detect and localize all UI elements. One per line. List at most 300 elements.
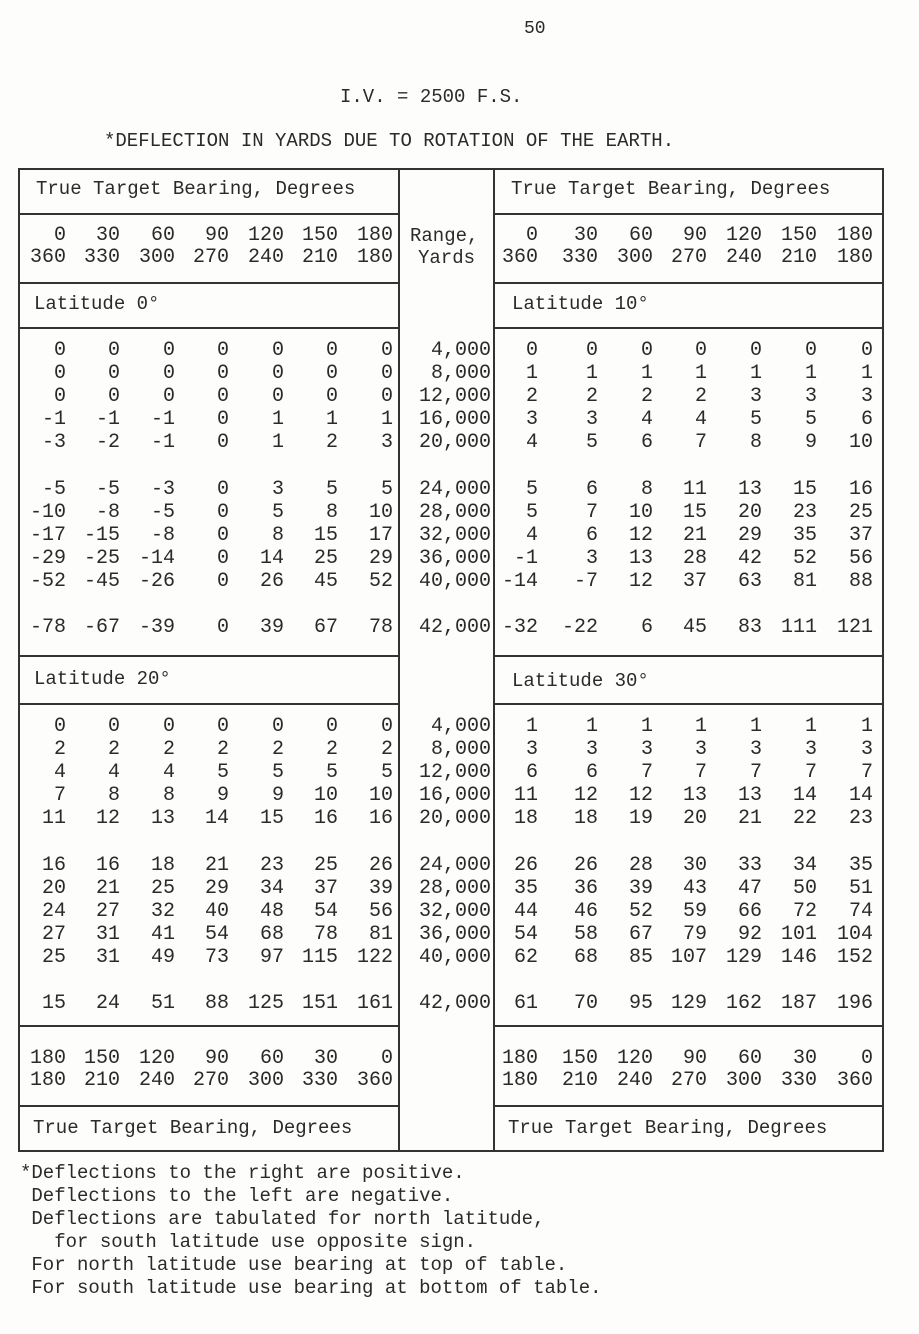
deflection-cell: 3 [749,385,762,408]
deflection-cell: 121 [836,616,873,639]
deflection-cell: 97 [259,946,284,969]
bottom-bearing: 330 [301,1069,338,1092]
deflection-cell: 3 [585,547,598,570]
deflection-cell: 52 [628,900,653,923]
deflection-cell: 0 [216,570,229,593]
bottom-bearing: 360 [356,1069,393,1092]
deflection-cell: 10 [368,784,393,807]
deflection-cell: 0 [804,339,817,362]
bottom-bearing: 210 [83,1069,120,1092]
top-bearing: 0 [53,224,66,247]
deflection-cell: -3 [150,478,175,501]
deflection-cell: 45 [682,616,707,639]
deflection-cell: 187 [780,992,817,1015]
latitude-label: Latitude 10° [512,293,649,315]
deflection-cell: 85 [628,946,653,969]
deflection-cell: 8 [162,784,175,807]
deflection-cell: 33 [737,854,762,877]
deflection-cell: 1 [325,408,338,431]
deflection-cell: 35 [848,854,873,877]
deflection-cell: 5 [585,431,598,454]
deflection-cell: -14 [138,547,175,570]
deflection-cell: 196 [836,992,873,1015]
deflection-cell: 0 [53,339,66,362]
deflection-cell: 28 [682,547,707,570]
deflection-cell: 0 [325,715,338,738]
deflection-cell: 28 [628,854,653,877]
deflection-cell: 0 [271,715,284,738]
deflection-cell: 73 [204,946,229,969]
deflection-cell: 31 [95,946,120,969]
top-bearing: 210 [780,246,817,269]
deflection-cell: 3 [271,478,284,501]
deflection-cell: 12 [573,784,598,807]
deflection-cell: 0 [216,616,229,639]
deflection-cell: 0 [53,715,66,738]
deflection-cell: -17 [29,524,66,547]
deflection-cell: 0 [162,385,175,408]
bearing-header: True Target Bearing, Degrees [511,178,831,200]
bearing-header: True Target Bearing, Degrees [36,178,356,200]
deflection-cell: 3 [380,431,393,454]
deflection-cell: 0 [525,339,538,362]
deflection-cell: 5 [325,761,338,784]
range-cell: 40,000 [418,570,491,593]
deflection-cell: 14 [204,807,229,830]
table-rule [493,282,882,284]
deflection-cell: 6 [640,431,653,454]
deflection-cell: 79 [682,923,707,946]
page-number: 50 [524,19,546,39]
deflection-cell: -5 [41,478,66,501]
deflection-cell: 58 [573,923,598,946]
range-cell: 4,000 [430,715,491,738]
deflection-cell: -26 [138,570,175,593]
deflection-cell: 122 [356,946,393,969]
deflection-cell: 21 [682,524,707,547]
bottom-bearing: 180 [29,1069,66,1092]
top-bearing: 0 [525,224,538,247]
deflection-cell: 10 [368,501,393,524]
top-bearing: 180 [356,224,393,247]
top-bearing: 120 [247,224,284,247]
range-cell: 36,000 [418,547,491,570]
top-bearing: 30 [573,224,598,247]
bottom-bearing: 360 [836,1069,873,1092]
deflection-cell: 15 [259,807,284,830]
bottom-bearing: 240 [138,1069,175,1092]
deflection-cell: -1 [41,408,66,431]
deflection-cell: 125 [247,992,284,1015]
deflection-cell: 21 [95,877,120,900]
deflection-cell: 56 [848,547,873,570]
deflection-cell: 1 [860,362,873,385]
bottom-bearing: 270 [670,1069,707,1092]
deflection-cell: 81 [368,923,393,946]
deflection-cell: 36 [573,877,598,900]
deflection-cell: 0 [216,547,229,570]
deflection-cell: 12 [95,807,120,830]
deflection-cell: 0 [216,431,229,454]
bottom-bearing: 270 [192,1069,229,1092]
deflection-cell: 7 [804,761,817,784]
deflection-cell: 67 [313,616,338,639]
deflection-cell: 35 [513,877,538,900]
deflection-cell: 45 [313,570,338,593]
range-cell: 24,000 [418,854,491,877]
deflection-cell: 7 [585,501,598,524]
deflection-cell: 67 [628,923,653,946]
deflection-cell: 0 [216,362,229,385]
deflection-cell: 25 [313,547,338,570]
deflection-cell: 59 [682,900,707,923]
deflection-cell: 19 [628,807,653,830]
deflection-cell: 39 [368,877,393,900]
deflection-cell: 66 [737,900,762,923]
deflection-cell: 15 [313,524,338,547]
deflection-cell: 10 [628,501,653,524]
deflection-cell: 24 [41,900,66,923]
deflection-cell: 6 [525,761,538,784]
table-rule [493,1105,882,1107]
table-rule [18,703,398,705]
deflection-cell: 15 [41,992,66,1015]
top-bearing: 60 [150,224,175,247]
bottom-bearing: 150 [561,1047,598,1070]
deflection-cell: 7 [640,761,653,784]
deflection-cell: 13 [737,478,762,501]
deflection-cell: 0 [216,339,229,362]
deflection-cell: 0 [860,339,873,362]
deflection-cell: 54 [204,923,229,946]
deflection-cell: 34 [792,854,817,877]
deflection-cell: 13 [150,807,175,830]
deflection-cell: -78 [29,616,66,639]
deflection-cell: -52 [29,570,66,593]
bottom-bearing: 150 [83,1047,120,1070]
deflection-cell: 29 [368,547,393,570]
deflection-cell: 3 [585,738,598,761]
deflection-cell: 111 [780,616,817,639]
deflection-cell: 2 [640,385,653,408]
range-cell: 24,000 [418,478,491,501]
deflection-cell: -45 [83,570,120,593]
table-rule [18,1025,398,1027]
deflection-cell: 7 [860,761,873,784]
deflection-cell: 0 [216,524,229,547]
deflection-cell: 3 [525,738,538,761]
deflection-cell: 2 [53,738,66,761]
deflection-cell: 152 [836,946,873,969]
top-bearing: 30 [95,224,120,247]
deflection-cell: 47 [737,877,762,900]
bearing-footer: True Target Bearing, Degrees [508,1117,828,1139]
deflection-cell: 5 [271,501,284,524]
top-bearing: 270 [192,246,229,269]
bottom-bearing: 300 [725,1069,762,1092]
deflection-cell: 3 [860,738,873,761]
deflection-cell: 0 [216,715,229,738]
deflection-cell: 51 [848,877,873,900]
top-bearing: 360 [501,246,538,269]
top-bearing: 180 [356,246,393,269]
deflection-cell: 23 [792,501,817,524]
deflection-cell: 6 [585,761,598,784]
footnote-line: For south latitude use bearing at bottom of table. [20,1277,602,1299]
deflection-cell: 39 [628,877,653,900]
deflection-cell: 4 [53,761,66,784]
deflection-cell: 72 [792,900,817,923]
deflection-cell: 78 [313,923,338,946]
top-bearing: 60 [628,224,653,247]
bottom-bearing: 30 [313,1047,338,1070]
deflection-cell: 0 [107,339,120,362]
deflection-cell: 2 [325,431,338,454]
deflection-cell: 18 [513,807,538,830]
deflection-cell: 30 [682,854,707,877]
top-bearing: 300 [138,246,175,269]
bottom-bearing: 120 [616,1047,653,1070]
bottom-bearing: 210 [561,1069,598,1092]
deflection-cell: 4 [694,408,707,431]
deflection-cell: 27 [41,923,66,946]
deflection-cell: 0 [162,362,175,385]
deflection-cell: 68 [573,946,598,969]
range-cell: 20,000 [418,431,491,454]
deflection-cell: 63 [737,570,762,593]
deflection-cell: 0 [271,339,284,362]
deflection-cell: 0 [107,385,120,408]
deflection-cell: 14 [792,784,817,807]
range-cell: 32,000 [418,900,491,923]
table-rule [493,327,882,329]
deflection-cell: 16 [313,807,338,830]
deflection-cell: 1 [585,715,598,738]
deflection-cell: 162 [725,992,762,1015]
deflection-cell: 7 [694,431,707,454]
bottom-bearing: 120 [138,1047,175,1070]
deflection-cell: 13 [628,547,653,570]
deflection-cell: 129 [670,992,707,1015]
deflection-cell: 5 [325,478,338,501]
deflection-cell: -1 [513,547,538,570]
deflection-cell: 26 [259,570,284,593]
deflection-cell: 0 [380,339,393,362]
deflection-cell: 12 [628,784,653,807]
deflection-cell: 50 [792,877,817,900]
deflection-cell: 1 [525,362,538,385]
range-cell: 8,000 [430,738,491,761]
range-cell: 28,000 [418,501,491,524]
deflection-cell: 6 [585,524,598,547]
table-rule [493,703,882,705]
deflection-cell: -67 [83,616,120,639]
deflection-cell: 12 [628,570,653,593]
deflection-cell: 14 [848,784,873,807]
deflection-cell: 11 [41,807,66,830]
deflection-cell: 17 [368,524,393,547]
range-cell: 28,000 [418,877,491,900]
deflection-cell: 1 [271,408,284,431]
deflection-cell: 26 [513,854,538,877]
bottom-bearing: 180 [501,1047,538,1070]
deflection-cell: 2 [107,738,120,761]
table-rule [18,282,398,284]
deflection-cell: 1 [804,715,817,738]
deflection-cell: 0 [694,339,707,362]
deflection-cell: 0 [271,385,284,408]
range-cell: 16,000 [418,408,491,431]
bottom-bearing: 330 [780,1069,817,1092]
deflection-cell: 7 [53,784,66,807]
deflection-cell: 4 [162,761,175,784]
bottom-bearing: 30 [792,1047,817,1070]
deflection-cell: 2 [325,738,338,761]
top-bearing: 90 [682,224,707,247]
deflection-cell: 1 [749,715,762,738]
deflection-cell: 5 [271,761,284,784]
range-cell: 40,000 [418,946,491,969]
deflection-cell: 18 [150,854,175,877]
latitude-label: Latitude 30° [512,670,649,692]
deflection-cell: 6 [640,616,653,639]
top-bearing: 240 [725,246,762,269]
top-bearing: 360 [29,246,66,269]
deflection-cell: 11 [682,478,707,501]
deflection-cell: 70 [573,992,598,1015]
deflection-cell: 16 [41,854,66,877]
deflection-cell: 1 [271,431,284,454]
deflection-cell: 0 [585,339,598,362]
top-bearing: 180 [836,246,873,269]
deflection-cell: -39 [138,616,175,639]
range-header: Range, [410,225,479,247]
deflection-cell: 5 [525,478,538,501]
deflection-cell: -25 [83,547,120,570]
deflection-cell: 0 [325,362,338,385]
deflection-cell: 22 [792,807,817,830]
deflection-cell: 4 [640,408,653,431]
deflection-cell: 23 [259,854,284,877]
footnote-line: Deflections to the left are negative. [20,1185,454,1207]
deflection-cell: -29 [29,547,66,570]
deflection-cell: 4 [525,431,538,454]
deflection-cell: 16 [95,854,120,877]
range-cell: 20,000 [418,807,491,830]
deflection-cell: 107 [670,946,707,969]
deflection-cell: 32 [150,900,175,923]
deflection-cell: 14 [259,547,284,570]
deflection-cell: 42 [737,547,762,570]
deflection-cell: 56 [368,900,393,923]
deflection-cell: -1 [150,408,175,431]
bottom-bearing: 60 [259,1047,284,1070]
deflection-cell: 12 [628,524,653,547]
bottom-bearing: 0 [860,1047,873,1070]
deflection-cell: 1 [585,362,598,385]
range-cell: 4,000 [430,339,491,362]
table-rule [493,1025,882,1027]
top-bearing: 330 [561,246,598,269]
deflection-cell: 5 [525,501,538,524]
deflection-cell: 1 [749,362,762,385]
deflection-cell: 5 [216,761,229,784]
deflection-cell: 0 [162,715,175,738]
deflection-cell: 15 [682,501,707,524]
bottom-bearing: 180 [29,1047,66,1070]
deflection-cell: 1 [804,362,817,385]
deflection-cell: 3 [749,738,762,761]
deflection-cell: 0 [107,362,120,385]
deflection-cell: 62 [513,946,538,969]
deflection-cell: 2 [585,385,598,408]
deflection-cell: 0 [325,339,338,362]
deflection-cell: 31 [95,923,120,946]
deflection-cell: 68 [259,923,284,946]
top-bearing: 120 [725,224,762,247]
deflection-cell: 26 [573,854,598,877]
latitude-label: Latitude 0° [34,293,160,315]
deflection-cell: 37 [313,877,338,900]
deflection-cell: 6 [585,478,598,501]
deflection-cell: 8 [749,431,762,454]
latitude-label: Latitude 20° [34,668,171,690]
table-rule [493,655,882,657]
bottom-bearing: 300 [247,1069,284,1092]
deflection-cell: -8 [95,501,120,524]
deflection-cell: 2 [162,738,175,761]
deflection-cell: 44 [513,900,538,923]
table-rule [18,327,398,329]
bottom-bearing: 90 [204,1047,229,1070]
page-subtitle: *DEFLECTION IN YARDS DUE TO ROTATION OF THE EARTH. [104,130,675,152]
deflection-cell: 0 [380,362,393,385]
deflection-cell: 15 [792,478,817,501]
deflection-cell: 0 [380,715,393,738]
deflection-cell: 3 [525,408,538,431]
range-cell: 42,000 [418,992,491,1015]
deflection-cell: 20 [682,807,707,830]
deflection-cell: 37 [682,570,707,593]
deflection-cell: 11 [513,784,538,807]
deflection-cell: 49 [150,946,175,969]
deflection-cell: 23 [848,807,873,830]
deflection-cell: 5 [804,408,817,431]
table-rule [18,168,398,170]
deflection-cell: 1 [694,362,707,385]
footnote-line: for south latitude use opposite sign. [20,1231,477,1253]
deflection-cell: 0 [53,362,66,385]
deflection-cell: 101 [780,923,817,946]
bottom-bearing: 60 [737,1047,762,1070]
deflection-cell: 10 [848,431,873,454]
deflection-cell: 43 [682,877,707,900]
top-bearing: 240 [247,246,284,269]
deflection-cell: 7 [749,761,762,784]
deflection-cell: 48 [259,900,284,923]
table-rule [882,168,884,1151]
deflection-cell: 51 [150,992,175,1015]
deflection-cell: -7 [573,570,598,593]
deflection-cell: 26 [368,854,393,877]
top-bearing: 210 [301,246,338,269]
deflection-cell: 1 [640,362,653,385]
deflection-cell: 54 [313,900,338,923]
deflection-cell: 0 [107,715,120,738]
deflection-cell: 8 [325,501,338,524]
deflection-cell: 18 [573,807,598,830]
deflection-cell: 35 [792,524,817,547]
